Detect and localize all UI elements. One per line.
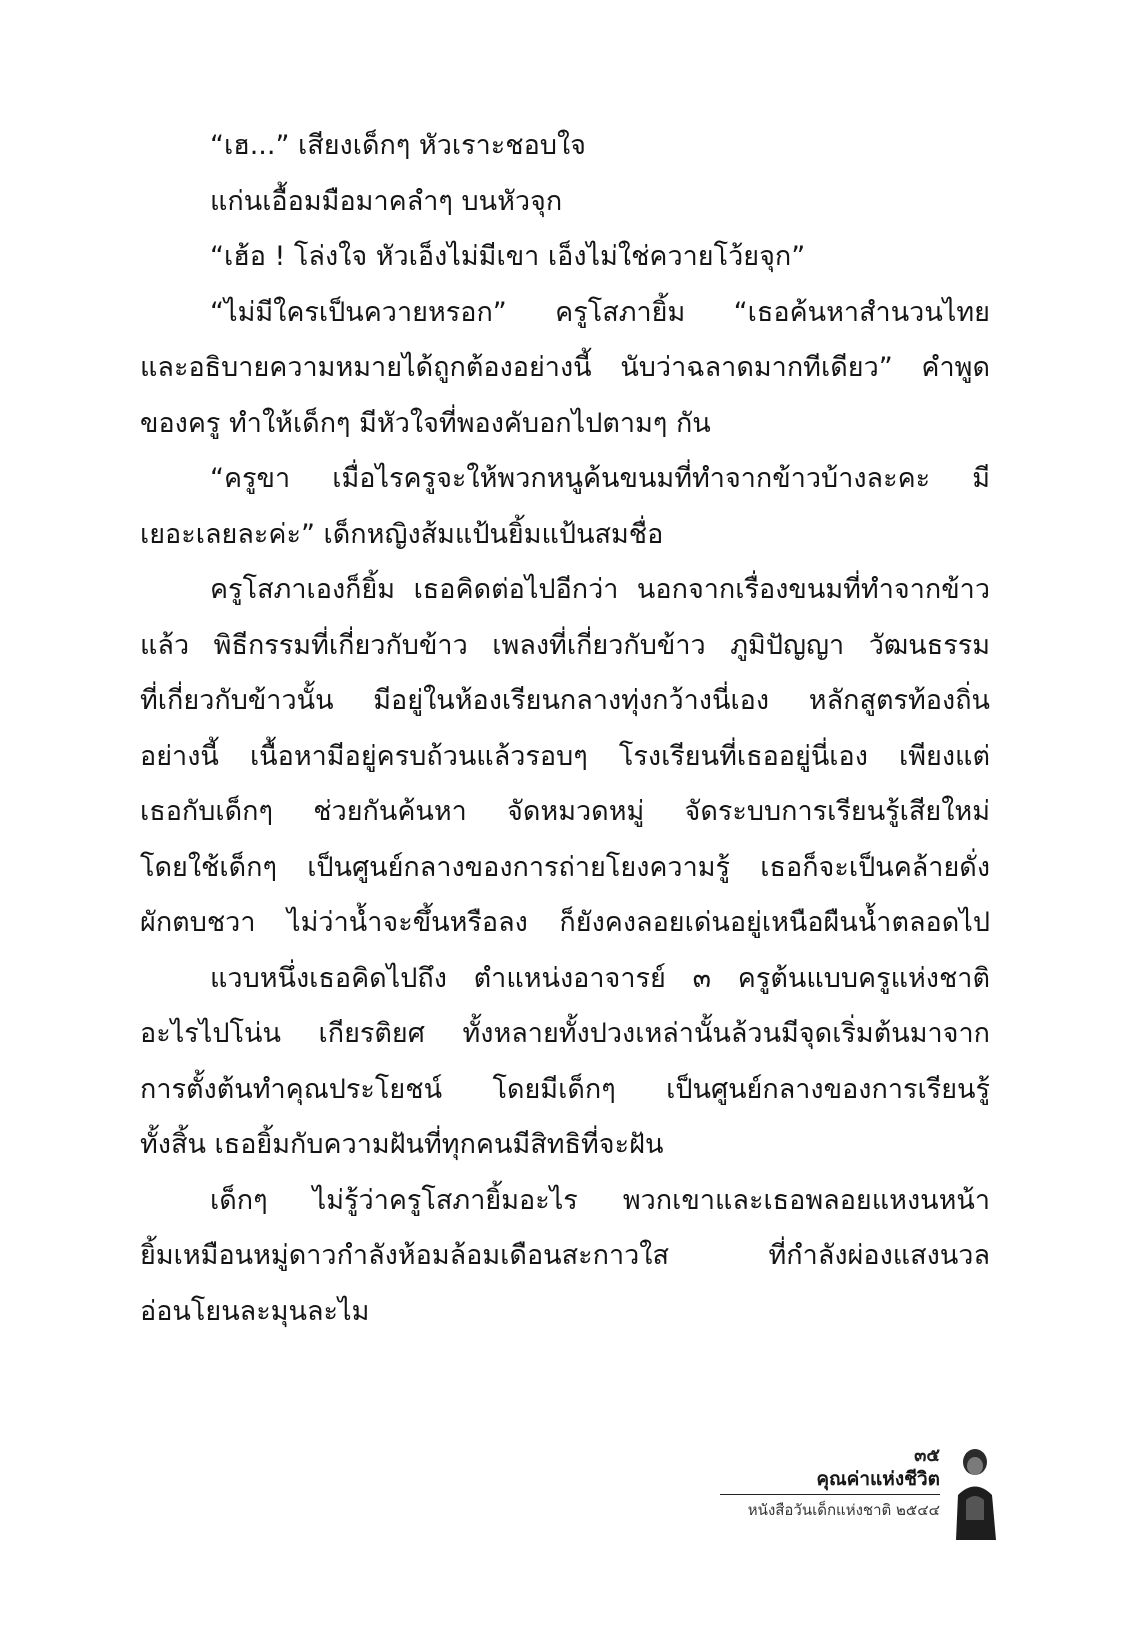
text-line: แวบหนึ่งเธอคิดไปถึง ตำแหน่งอาจารย์ ๓ ครูต้นแบบครูแห่งชาติ bbox=[210, 962, 990, 994]
page-number: ๓๕ bbox=[914, 1445, 940, 1466]
text-line: “เฮ...” เสียงเด็กๆ หัวเราะชอบใจ bbox=[210, 130, 586, 161]
text-line: อ่อนโยนละมุนละไม bbox=[140, 1295, 370, 1327]
book-title: คุณค่าแห่งชีวิต bbox=[816, 1468, 940, 1490]
book-subtitle: หนังสือวันเด็กแห่งชาติ ๒๕๔๔ bbox=[747, 1501, 940, 1519]
footer-rule bbox=[720, 1494, 940, 1495]
text-line: ที่เกี่ยวกับข้าวนั้น มีอยู่ในห้องเรียนกลางทุ่งกว้างนี่เอง หลักสูตรท้องถิ่น bbox=[140, 685, 990, 716]
text-line: แก่นเอื้อมมือมาคลำๆ บนหัวจุก bbox=[210, 185, 563, 217]
page-footer bbox=[700, 1440, 1000, 1540]
text-line: เธอกับเด็กๆ ช่วยกันค้นหา จัดหมวดหมู่ จัดระบบการเรียนรู้เสียใหม่ bbox=[140, 796, 990, 827]
text-line: ของครู ทำให้เด็กๆ มีหัวใจที่พองคับอกไปตามๆ กัน bbox=[140, 407, 711, 439]
text-line: เยอะเลยละค่ะ” เด็กหญิงส้มแป้นยิ้มแป้นสมชื่อ bbox=[140, 518, 664, 550]
text-line: “ไม่มีใครเป็นควายหรอก” ครูโสภายิ้ม “เธอค้นหาสำนวนไทย bbox=[210, 296, 990, 328]
text-line: “เฮ้อ ! โล่งใจ หัวเอ็งไม่มีเขา เอ็งไม่ใช่ควายโว้ยจุก” bbox=[210, 241, 806, 272]
text-line: และอธิบายความหมายได้ถูกต้องอย่างนี้ นับว่าฉลาดมากทีเดียว” คำพูด bbox=[140, 352, 990, 383]
text-line: ผักตบชวา ไม่ว่าน้ำจะขึ้นหรือลง ก็ยังคงลอยเด่นอยู่เหนือผืนน้ำตลอดไป bbox=[140, 907, 990, 938]
body-text bbox=[140, 118, 990, 1339]
text-line: การตั้งต้นทำคุณประโยชน์ โดยมีเด็กๆ เป็นศูนย์กลางของการเรียนรู้ bbox=[140, 1073, 990, 1105]
text-line: แล้ว พิธีกรรมที่เกี่ยวกับข้าว เพลงที่เกี่ยวกับข้าว ภูมิปัญญา วัฒนธรรม bbox=[140, 629, 990, 661]
text-line: “ครูขา เมื่อไรครูจะให้พวกหนูค้นขนมที่ทำจากข้าวบ้างละคะ มี bbox=[210, 463, 990, 494]
text-line: อะไรไปโน่น เกียรติยศ ทั้งหลายทั้งปวงเหล่านั้นล้วนมีจุดเริ่มต้นมาจาก bbox=[140, 1018, 990, 1049]
text-line: ครูโสภาเองก็ยิ้ม เธอคิดต่อไปอีกว่า นอกจากเรื่องขนมที่ทำจากข้าว bbox=[210, 574, 990, 605]
text-line: ยิ้มเหมือนหมู่ดาวกำลังห้อมล้อมเดือนสะกาวใส ที่กำลังผ่องแสงนวล bbox=[140, 1240, 990, 1271]
text-line: อย่างนี้ เนื้อหามีอยู่ครบถ้วนแล้วรอบๆ โรงเรียนที่เธออยู่นี่เอง เพียงแต่ bbox=[140, 740, 990, 772]
text-line: ทั้งสิ้น เธอยิ้มกับความฝันที่ทุกคนมีสิทธิที่จะฝัน bbox=[140, 1129, 664, 1160]
text-line: เด็กๆ ไม่รู้ว่าครูโสภายิ้มอะไร พวกเขาและเธอพลอยแหงนหน้า bbox=[210, 1184, 990, 1216]
portrait-photo bbox=[950, 1440, 1000, 1540]
text-line: โดยใช้เด็กๆ เป็นศูนย์กลางของการถ่ายโยงความรู้ เธอก็จะเป็นคล้ายดั่ง bbox=[140, 851, 990, 883]
